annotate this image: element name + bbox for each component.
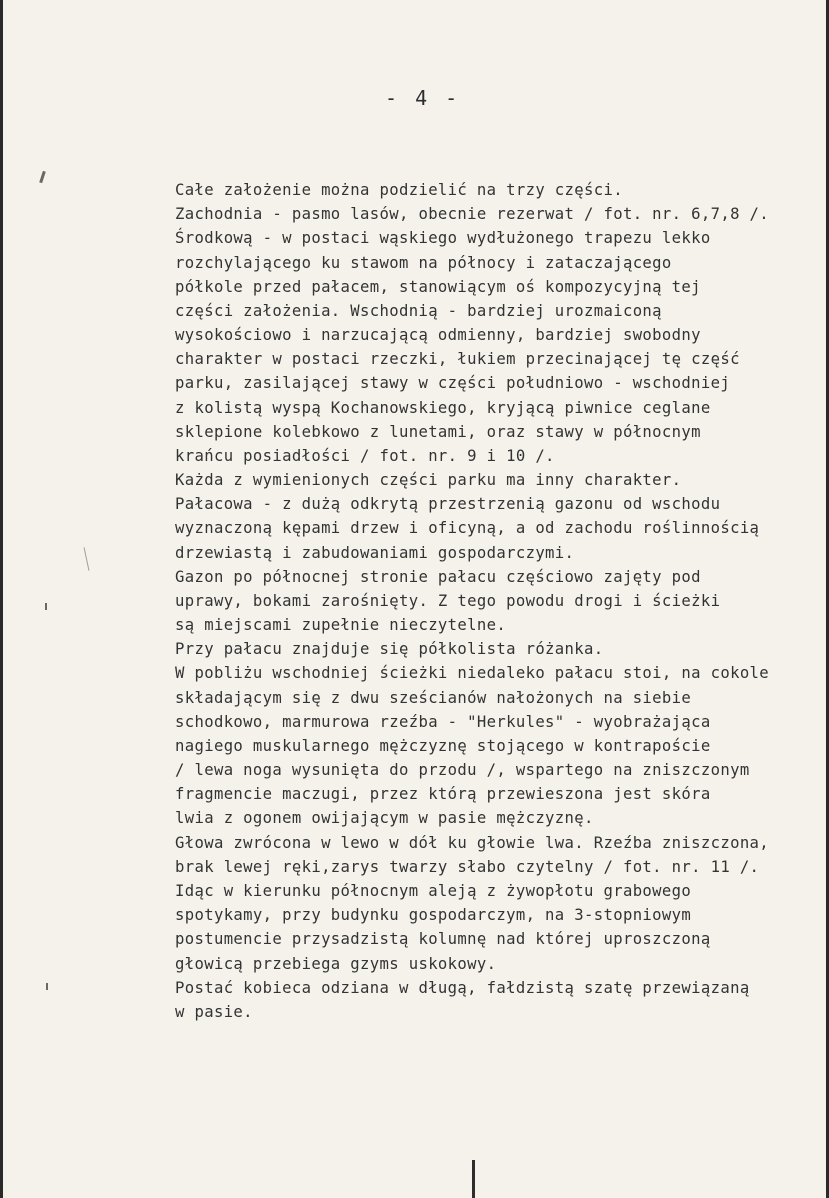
text-line: Przy pałacu znajduje się półkolista różanka. bbox=[175, 640, 604, 659]
text-line: krańcu posiadłości / fot. nr. 9 i 10 /. bbox=[175, 446, 555, 465]
margin-mark bbox=[39, 171, 46, 183]
text-line: są miejscami zupełnie nieczytelne. bbox=[175, 616, 507, 635]
text-line: fragmencie maczugi, przez którą przewieszona jest skóra bbox=[175, 785, 711, 804]
typed-text-body bbox=[175, 178, 815, 1024]
text-line: brak lewej ręki,zarys twarzy słabo czytelny / fot. nr. 11 /. bbox=[175, 857, 760, 876]
text-line: / lewa noga wysunięta do przodu /, wspartego na zniszczonym bbox=[175, 761, 750, 780]
text-line: wysokościowo i narzucającą odmienny, bardziej swobodny bbox=[175, 326, 701, 345]
text-line: schodkowo, marmurowa rzeźba - "Herkules" - wyobrażająca bbox=[175, 712, 711, 731]
text-line: drzewiastą i zabudowaniami gospodarczymi. bbox=[175, 543, 575, 562]
text-line: charakter w postaci rzeczki, łukiem przecinającej tę część bbox=[175, 350, 740, 369]
text-line: części założenia. Wschodnią - bardziej urozmaiconą bbox=[175, 301, 662, 320]
text-line: sklepione kolebkowo z lunetami, oraz stawy w północnym bbox=[175, 422, 701, 441]
text-line: w pasie. bbox=[175, 1002, 253, 1021]
text-line: Idąc w kierunku północnym aleją z żywopłotu grabowego bbox=[175, 881, 692, 900]
page-number: - 4 - bbox=[385, 86, 461, 110]
text-line: W pobliżu wschodniej ścieżki niedaleko pałacu stoi, na cokole bbox=[175, 664, 770, 683]
text-line: Całe założenie można podzielić na trzy części. bbox=[175, 181, 623, 199]
text-line: parku, zasilającej stawy w części południowo - wschodniej bbox=[175, 374, 731, 393]
text-line: lwia z ogonem owijającym w pasie mężczyznę. bbox=[175, 809, 594, 828]
text-line: Postać kobieca odziana w długą, fałdzistą szatę przewiązaną bbox=[175, 978, 750, 997]
text-line: spotykamy, przy budynku gospodarczym, na 3-stopniowym bbox=[175, 906, 692, 925]
text-line: półkole przed pałacem, stanowiącym oś kompozycyjną tej bbox=[175, 277, 701, 296]
margin-mark bbox=[46, 983, 48, 990]
text-line: rozchylającego ku stawom na północy i zataczającego bbox=[175, 253, 672, 272]
text-line: składającym się z dwu sześcianów nałożonych na siebie bbox=[175, 688, 692, 707]
text-line: Zachodnia - pasmo lasów, obecnie rezerwat / fot. nr. 6,7,8 /. bbox=[175, 205, 770, 224]
text-line: Głowa zwrócona w lewo w dół ku głowie lwa. Rzeźba zniszczona, bbox=[175, 833, 770, 852]
text-line: wyznaczoną kępami drzew i oficyną, a od zachodu roślinnością bbox=[175, 519, 760, 538]
text-line: Pałacowa - z dużą odkrytą przestrzenią gazonu od wschodu bbox=[175, 495, 721, 514]
margin-mark bbox=[45, 603, 47, 610]
text-line: postumencie przysadzistą kolumnę nad której uproszczoną bbox=[175, 930, 711, 949]
margin-mark bbox=[84, 547, 90, 571]
text-line: głowicą przebiega gzyms uskokowy. bbox=[175, 954, 497, 973]
text-line: Każda z wymienionych części parku ma inny charakter. bbox=[175, 471, 682, 490]
text-line: z kolistą wyspą Kochanowskiego, kryjącą piwnice ceglane bbox=[175, 398, 711, 417]
text-line: nagiego muskularnego mężczyznę stojącego w kontrapoście bbox=[175, 736, 711, 755]
text-line: Gazon po północnej stronie pałacu częściowo zajęty pod bbox=[175, 567, 701, 586]
text-line: Środkową - w postaci wąskiego wydłużonego trapezu lekko bbox=[175, 229, 711, 248]
scan-edge-mark bbox=[472, 1160, 475, 1198]
text-line: uprawy, bokami zarośnięty. Z tego powodu drogi i ścieżki bbox=[175, 591, 721, 610]
